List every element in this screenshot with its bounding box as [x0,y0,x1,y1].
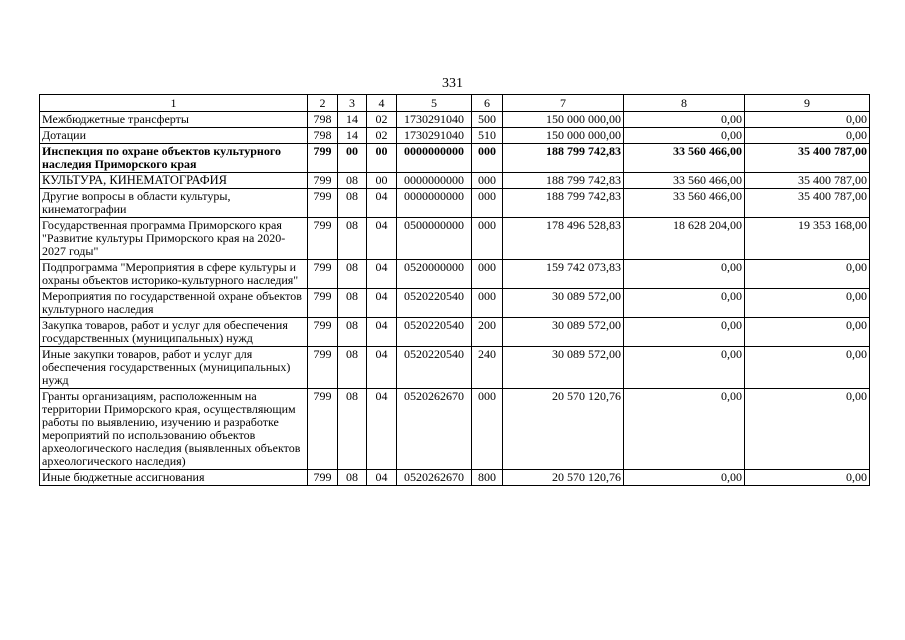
page-number: 331 [442,76,463,91]
row-amount-col9: 19 353 168,00 [745,218,870,260]
row-section-code: 00 [338,144,367,173]
column-header-6: 6 [472,95,503,112]
row-ministry-code: 799 [308,347,338,389]
row-expense-type: 500 [472,112,503,128]
table-row [40,173,870,189]
row-amount-col7: 20 570 120,76 [503,470,624,486]
row-amount-col7: 188 799 742,83 [503,144,624,173]
table-row [40,260,870,289]
row-amount-col9: 0,00 [745,128,870,144]
row-ministry-code: 798 [308,128,338,144]
row-name: Иные закупки товаров, работ и услуг для обеспечения государственных (муниципальных) нужд [40,347,308,389]
row-ministry-code: 799 [308,144,338,173]
row-expense-type: 240 [472,347,503,389]
row-amount-col7: 20 570 120,76 [503,389,624,470]
row-amount-col7: 150 000 000,00 [503,112,624,128]
table-row [40,389,870,470]
row-name: Дотации [40,128,308,144]
row-amount-col9: 0,00 [745,389,870,470]
row-amount-col8: 0,00 [624,260,745,289]
column-header-1: 1 [40,95,308,112]
row-name: Межбюджетные трансферты [40,112,308,128]
row-target-article: 0520220540 [397,289,472,318]
row-amount-col7: 178 496 528,83 [503,218,624,260]
row-target-article: 0520000000 [397,260,472,289]
row-amount-col7: 188 799 742,83 [503,189,624,218]
column-header-7: 7 [503,95,624,112]
row-ministry-code: 799 [308,470,338,486]
row-section-code: 08 [338,173,367,189]
column-header-9: 9 [745,95,870,112]
row-section-code: 08 [338,260,367,289]
row-ministry-code: 799 [308,218,338,260]
row-section-code: 14 [338,128,367,144]
row-name: Закупка товаров, работ и услуг для обеспечения государственных (муниципальных) нужд [40,318,308,347]
row-amount-col7: 30 089 572,00 [503,318,624,347]
column-header-4: 4 [367,95,397,112]
row-name: Государственная программа Приморского края "Развитие культуры Приморского края на 2020-2027 годы" [40,218,308,260]
row-expense-type: 000 [472,389,503,470]
column-header-2: 2 [308,95,338,112]
row-section-code: 08 [338,218,367,260]
table-row [40,347,870,389]
row-subsection-code: 04 [367,389,397,470]
row-amount-col9: 0,00 [745,289,870,318]
row-target-article: 0520262670 [397,389,472,470]
row-subsection-code: 04 [367,289,397,318]
row-amount-col7: 30 089 572,00 [503,347,624,389]
row-target-article: 0520220540 [397,318,472,347]
row-name: Мероприятия по государственной охране объектов культурного наследия [40,289,308,318]
row-amount-col9: 0,00 [745,318,870,347]
row-subsection-code: 04 [367,470,397,486]
row-expense-type: 000 [472,189,503,218]
row-expense-type: 800 [472,470,503,486]
row-subsection-code: 04 [367,260,397,289]
row-amount-col8: 33 560 466,00 [624,173,745,189]
row-target-article: 0520220540 [397,347,472,389]
row-expense-type: 000 [472,173,503,189]
row-ministry-code: 799 [308,189,338,218]
row-section-code: 08 [338,189,367,218]
row-amount-col9: 35 400 787,00 [745,173,870,189]
row-amount-col9: 0,00 [745,470,870,486]
table-row [40,318,870,347]
row-subsection-code: 02 [367,128,397,144]
row-amount-col8: 0,00 [624,289,745,318]
budget-table [39,94,870,486]
row-ministry-code: 799 [308,173,338,189]
row-expense-type: 000 [472,260,503,289]
row-amount-col9: 0,00 [745,112,870,128]
row-amount-col9: 0,00 [745,260,870,289]
row-subsection-code: 04 [367,189,397,218]
row-expense-type: 000 [472,289,503,318]
row-ministry-code: 799 [308,289,338,318]
row-amount-col8: 0,00 [624,128,745,144]
row-target-article: 0520262670 [397,470,472,486]
row-amount-col7: 188 799 742,83 [503,173,624,189]
row-amount-col8: 0,00 [624,389,745,470]
row-section-code: 08 [338,470,367,486]
row-target-article: 0000000000 [397,173,472,189]
row-name: Гранты организациям, расположенным на территории Приморского края, осуществляющим работы по выявлению, изучению и разработке мероприятий по использованию объектов археологического наследия (выявленных объектов археологического наследия) [40,389,308,470]
table-row [40,112,870,128]
row-amount-col8: 18 628 204,00 [624,218,745,260]
row-subsection-code: 00 [367,173,397,189]
table-row [40,470,870,486]
row-amount-col9: 35 400 787,00 [745,144,870,173]
header-row [40,95,870,112]
row-target-article: 1730291040 [397,112,472,128]
row-subsection-code: 04 [367,347,397,389]
row-name: Иные бюджетные ассигнования [40,470,308,486]
row-amount-col8: 0,00 [624,470,745,486]
row-subsection-code: 00 [367,144,397,173]
row-amount-col7: 159 742 073,83 [503,260,624,289]
row-name: Другие вопросы в области культуры, кинематографии [40,189,308,218]
row-section-code: 08 [338,318,367,347]
row-ministry-code: 799 [308,260,338,289]
row-amount-col7: 150 000 000,00 [503,128,624,144]
row-section-code: 14 [338,112,367,128]
row-name: Подпрограмма "Мероприятия в сфере культуры и охраны объектов историко-культурного наследия" [40,260,308,289]
row-name: КУЛЬТУРА, КИНЕМАТОГРАФИЯ [40,173,308,189]
row-ministry-code: 799 [308,318,338,347]
table-row [40,289,870,318]
row-target-article: 1730291040 [397,128,472,144]
row-ministry-code: 798 [308,112,338,128]
row-amount-col8: 0,00 [624,318,745,347]
row-amount-col8: 0,00 [624,347,745,389]
row-subsection-code: 04 [367,318,397,347]
row-name: Инспекция по охране объектов культурного наследия Приморского края [40,144,308,173]
row-amount-col8: 33 560 466,00 [624,144,745,173]
row-subsection-code: 02 [367,112,397,128]
table-row [40,218,870,260]
row-expense-type: 510 [472,128,503,144]
table-row [40,144,870,173]
table-body [40,112,870,486]
row-amount-col9: 35 400 787,00 [745,189,870,218]
row-amount-col9: 0,00 [745,347,870,389]
row-amount-col8: 33 560 466,00 [624,189,745,218]
row-target-article: 0000000000 [397,189,472,218]
row-expense-type: 000 [472,218,503,260]
column-header-3: 3 [338,95,367,112]
column-header-8: 8 [624,95,745,112]
row-section-code: 08 [338,289,367,318]
table-row [40,189,870,218]
row-amount-col8: 0,00 [624,112,745,128]
row-subsection-code: 04 [367,218,397,260]
column-header-5: 5 [397,95,472,112]
row-expense-type: 000 [472,144,503,173]
table-row [40,128,870,144]
row-expense-type: 200 [472,318,503,347]
row-section-code: 08 [338,389,367,470]
row-section-code: 08 [338,347,367,389]
row-ministry-code: 799 [308,389,338,470]
row-target-article: 0000000000 [397,144,472,173]
row-target-article: 0500000000 [397,218,472,260]
row-amount-col7: 30 089 572,00 [503,289,624,318]
